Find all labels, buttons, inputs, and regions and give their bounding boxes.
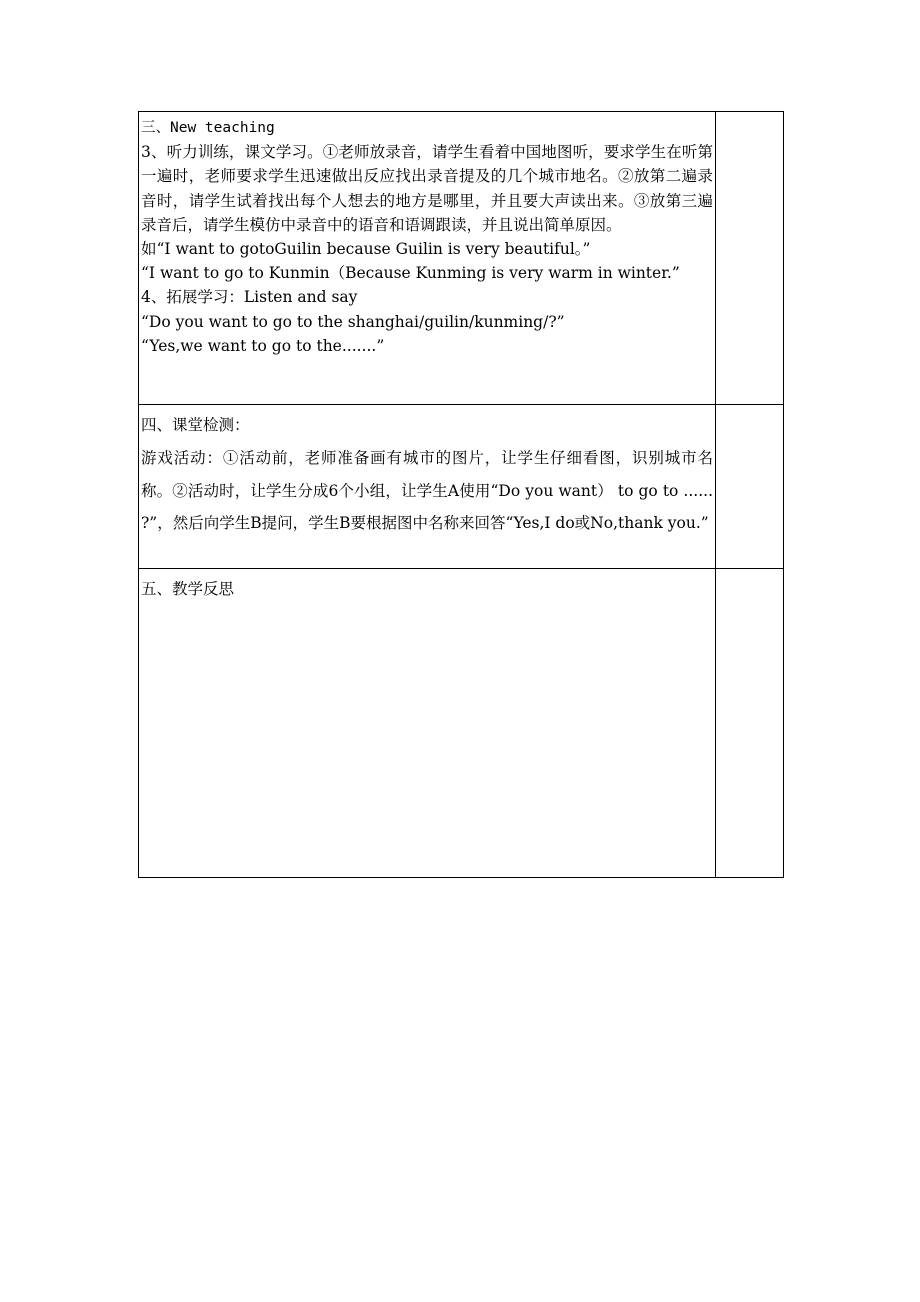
section-5-heading: 五、教学反思 <box>141 580 235 598</box>
section-4-heading: 四、课堂检测： <box>141 416 250 434</box>
section-classroom-check-cell <box>139 405 716 569</box>
section-reflection-row <box>139 569 784 878</box>
section-new-teaching-row <box>139 112 784 405</box>
section-classroom-check-row <box>139 405 784 569</box>
section-3-side-cell <box>716 112 784 405</box>
example-sentence-3: “Do you want to go to the shanghai/guilin/kunming/?” <box>141 312 565 331</box>
lesson-plan-table <box>138 111 784 878</box>
section-4-side-cell <box>716 405 784 569</box>
game-activity-text: 游戏活动：①活动前，老师准备画有城市的图片，让学生仔细看图，识别城市名称。②活动时，让学生分成6个小组，让学生A使用“Do you want） to go to ...... ?”，然后向学生B提问，学生B要根据图中名称来回答“Yes,I do或No,thank you.” <box>141 448 713 533</box>
section-5-side-cell <box>716 569 784 878</box>
example-sentence-1: 如“I want to gotoGuilin because Guilin is very beautiful。” <box>141 240 591 259</box>
section-reflection-cell <box>139 569 716 878</box>
example-sentence-2: “I want to go to Kunmin（Because Kunming is very warm in winter.” <box>141 264 680 283</box>
item-3-listening: 3、听力训练，课文学习。①老师放录音，请学生看着中国地图听，要求学生在听第一遍时，老师要求学生迅速做出反应找出录音提及的几个城市地名。②放第二遍录音时，请学生试着找出每个人想去的地方是哪里，并且要大声读出来。③放第三遍录音后，请学生模仿中录音中的语音和语调跟读，并且说出简单原因。 <box>141 143 713 234</box>
section-3-heading: 三、New teaching <box>141 120 275 136</box>
example-sentence-4: “Yes,we want to go to the.......” <box>141 336 385 355</box>
item-4-extension: 4、拓展学习：Listen and say <box>141 288 358 307</box>
section-new-teaching-cell <box>139 112 716 405</box>
